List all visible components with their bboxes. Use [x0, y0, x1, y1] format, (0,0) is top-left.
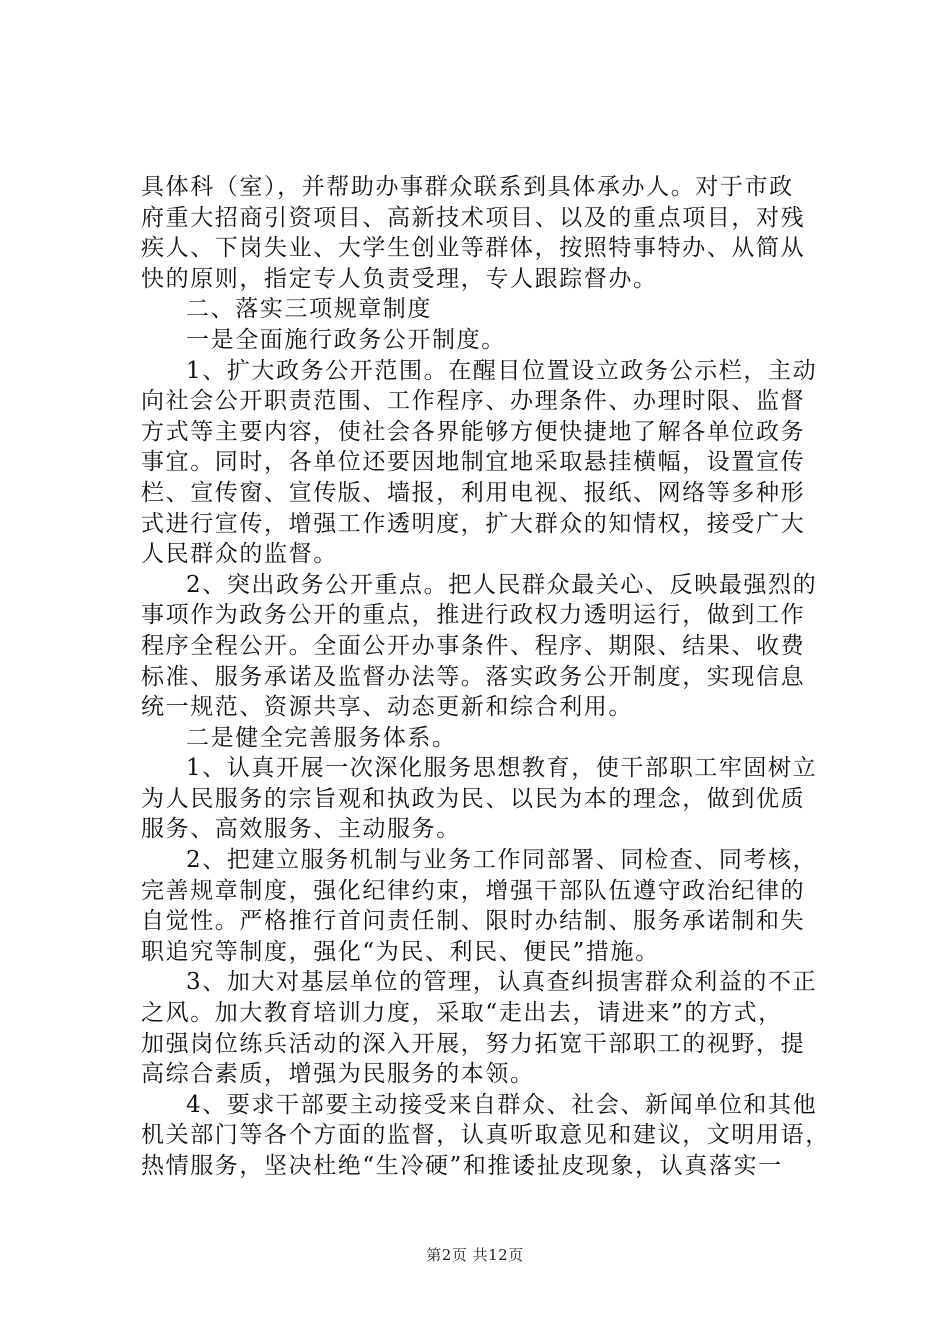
text-line: 疾人、下岗失业、大学生创业等群体，按照特事特办、从简从	[141, 235, 806, 262]
text-line: 完善规章制度，强化纪律约束，增强干部队伍遵守政治纪律的	[141, 877, 806, 904]
text-line: 二是健全完善服务体系。	[186, 724, 457, 751]
text-line: 服务、高效服务、主动服务。	[141, 816, 461, 843]
text-line: 自觉性。严格推行首问责任制、限时办结制、服务承诺制和失	[141, 908, 806, 935]
text-line: 统一规范、资源共享、动态更新和综合利用。	[141, 694, 633, 721]
text-line: 为人民服务的宗旨观和执政为民、以民为本的理念，做到优质	[141, 785, 806, 812]
text-line: 事项作为政务公开的重点，推进行政权力透明运行，做到工作	[141, 602, 806, 629]
text-line: 3、加大对基层单位的管理，认真查纠损害群众利益的不正	[186, 969, 818, 996]
text-line: 2、把建立服务机制与业务工作同部署、同检查、同考核，	[186, 847, 818, 874]
text-line: 具体科（室），并帮助办事群众联系到具体承办人。对于市政	[141, 174, 794, 200]
text-line: 加强岗位练兵活动的深入开展，努力拓宽干部职工的视野，提	[141, 1030, 806, 1057]
text-line: 快的原则，指定专人负责受理，专人跟踪督办。	[141, 265, 658, 292]
text-line: 向社会公开职责范围、工作程序、办理条件、办理时限、监督	[141, 388, 806, 415]
text-line: 式进行宣传，增强工作透明度，扩大群众的知情权，接受广大	[141, 510, 806, 537]
text-line: 事宜。同时，各单位还要因地制宜地采取悬挂横幅，设置宣传	[141, 449, 806, 476]
text-line: 职追究等制度，强化“为民、利民、便民”措施。	[141, 938, 660, 965]
text-line: 热情服务，坚决杜绝“生冷硬”和推诿扯皮现象，认真落实一	[141, 1153, 783, 1179]
text-line: 一是全面施行政务公开制度。	[186, 326, 506, 353]
text-line: 程序全程公开。全面公开办事条件、程序、期限、结果、收费	[141, 632, 806, 659]
text-line: 人民群众的监督。	[141, 541, 338, 568]
text-line: 高综合素质，增强为民服务的本领。	[141, 1061, 535, 1088]
text-line: 2、突出政务公开重点。把人民群众最关心、反映最强烈的	[186, 571, 818, 598]
text-line: 之风。加大教育培训力度，采取“走出去，请进来”的方式，	[141, 1000, 783, 1027]
text-line: 1、扩大政务公开范围。在醒目位置设立政务公示栏，主动	[186, 357, 818, 384]
text-line: 府重大招商引资项目、高新技术项目、以及的重点项目，对残	[141, 204, 806, 231]
page-footer: 第2页 共12页	[426, 1246, 524, 1264]
text-line: 标准、服务承诺及监督办法等。落实政务公开制度，实现信息	[141, 663, 806, 690]
text-line: 4、要求干部要主动接受来自群众、社会、新闻单位和其他	[186, 1091, 818, 1118]
text-line: 1、认真开展一次深化服务思想教育，使干部职工牢固树立	[186, 755, 818, 782]
text-line: 二、落实三项规章制度	[186, 296, 432, 323]
document-body	[141, 172, 833, 1182]
text-line: 机关部门等各个方面的监督，认真听取意见和建议，文明用语，	[141, 1122, 830, 1149]
text-line: 方式等主要内容，使社会各界能够方便快捷地了解各单位政务	[141, 418, 806, 445]
text-line: 栏、宣传窗、宣传版、墙报，利用电视、报纸、网络等多种形	[141, 479, 806, 506]
